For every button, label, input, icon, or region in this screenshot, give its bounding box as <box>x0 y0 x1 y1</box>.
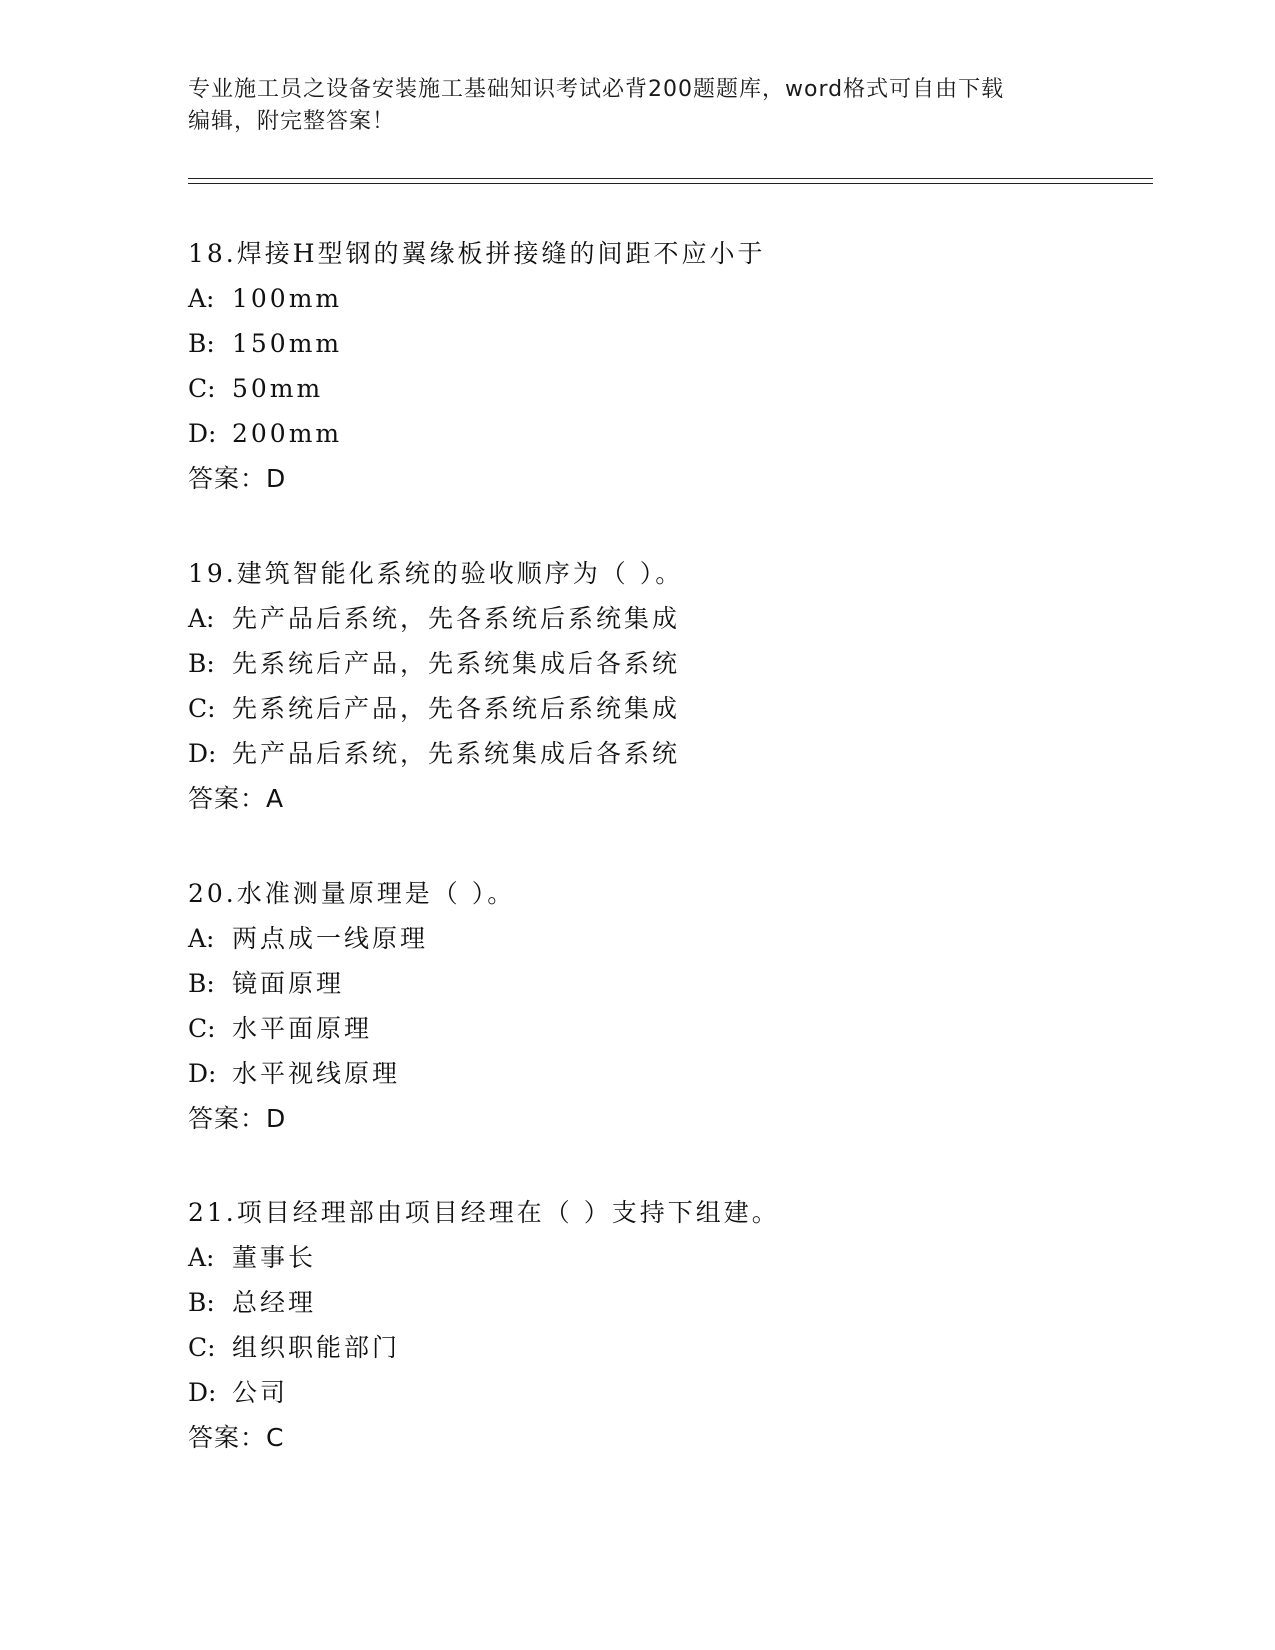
question-19 <box>188 551 1148 821</box>
option-text: 先系统后产品，先系统集成后各系统 <box>232 649 681 678</box>
option-d <box>188 411 1148 456</box>
option-text: 先产品后系统，先系统集成后各系统 <box>232 739 681 768</box>
option-text: 两点成一线原理 <box>232 924 429 953</box>
header-line-2: 编辑，附完整答案！ <box>188 109 396 134</box>
option-c <box>188 1006 1148 1051</box>
header-line-1: 专业施工员之设备安装施工基础知识考试必背200题题库，word格式可自由下载 <box>188 77 1005 102</box>
option-c <box>188 366 1148 411</box>
option-text: 50mm <box>232 374 324 403</box>
option-text: 先系统后产品，先各系统后系统集成 <box>232 694 681 723</box>
header-divider-top <box>188 178 1153 179</box>
document-header <box>188 74 1088 138</box>
option-letter: C: <box>188 1333 216 1362</box>
question-title: 20.水准测量原理是（ ）。 <box>188 879 516 908</box>
question-20 <box>188 871 1148 1141</box>
option-a <box>188 276 1148 321</box>
option-letter: C: <box>188 374 216 403</box>
option-d <box>188 1370 1148 1415</box>
option-letter: A: <box>188 1243 215 1272</box>
option-a <box>188 916 1148 961</box>
option-b <box>188 641 1148 686</box>
option-text: 董事长 <box>232 1243 317 1272</box>
answer: 答案：C <box>188 1423 285 1452</box>
option-c <box>188 686 1148 731</box>
option-text: 水平面原理 <box>232 1014 373 1043</box>
option-text: 镜面原理 <box>232 969 345 998</box>
option-letter: A: <box>188 924 215 953</box>
option-a <box>188 596 1148 641</box>
option-letter: B: <box>188 649 215 678</box>
answer: 答案：D <box>188 464 287 493</box>
option-text: 先产品后系统，先各系统后系统集成 <box>232 604 681 633</box>
option-letter: D: <box>188 1378 217 1407</box>
option-letter: D: <box>188 739 217 768</box>
option-letter: B: <box>188 969 215 998</box>
option-letter: B: <box>188 329 215 358</box>
option-text: 公司 <box>232 1378 289 1407</box>
option-b <box>188 1280 1148 1325</box>
option-letter: C: <box>188 1014 216 1043</box>
option-b <box>188 961 1148 1006</box>
option-letter: C: <box>188 694 216 723</box>
answer: 答案：A <box>188 784 285 813</box>
option-text: 100mm <box>232 284 343 313</box>
option-letter: B: <box>188 1288 215 1317</box>
option-text: 150mm <box>232 329 343 358</box>
option-letter: A: <box>188 604 215 633</box>
question-title: 21.项目经理部由项目经理在（ ）支持下组建。 <box>188 1198 780 1227</box>
question-title: 18.焊接H型钢的翼缘板拼接缝的间距不应小于 <box>188 239 766 268</box>
option-letter: D: <box>188 419 217 448</box>
option-d <box>188 731 1148 776</box>
option-text: 200mm <box>232 419 343 448</box>
option-letter: A: <box>188 284 215 313</box>
option-c <box>188 1325 1148 1370</box>
option-text: 总经理 <box>232 1288 317 1317</box>
option-letter: D: <box>188 1059 217 1088</box>
option-a <box>188 1235 1148 1280</box>
question-21 <box>188 1190 1148 1460</box>
header-divider-bottom <box>188 183 1153 184</box>
option-d <box>188 1051 1148 1096</box>
question-title: 19.建筑智能化系统的验收顺序为（ ）。 <box>188 559 684 588</box>
answer: 答案：D <box>188 1104 287 1133</box>
option-text: 组织职能部门 <box>232 1333 401 1362</box>
question-18 <box>188 231 1148 501</box>
option-text: 水平视线原理 <box>232 1059 401 1088</box>
option-b <box>188 321 1148 366</box>
